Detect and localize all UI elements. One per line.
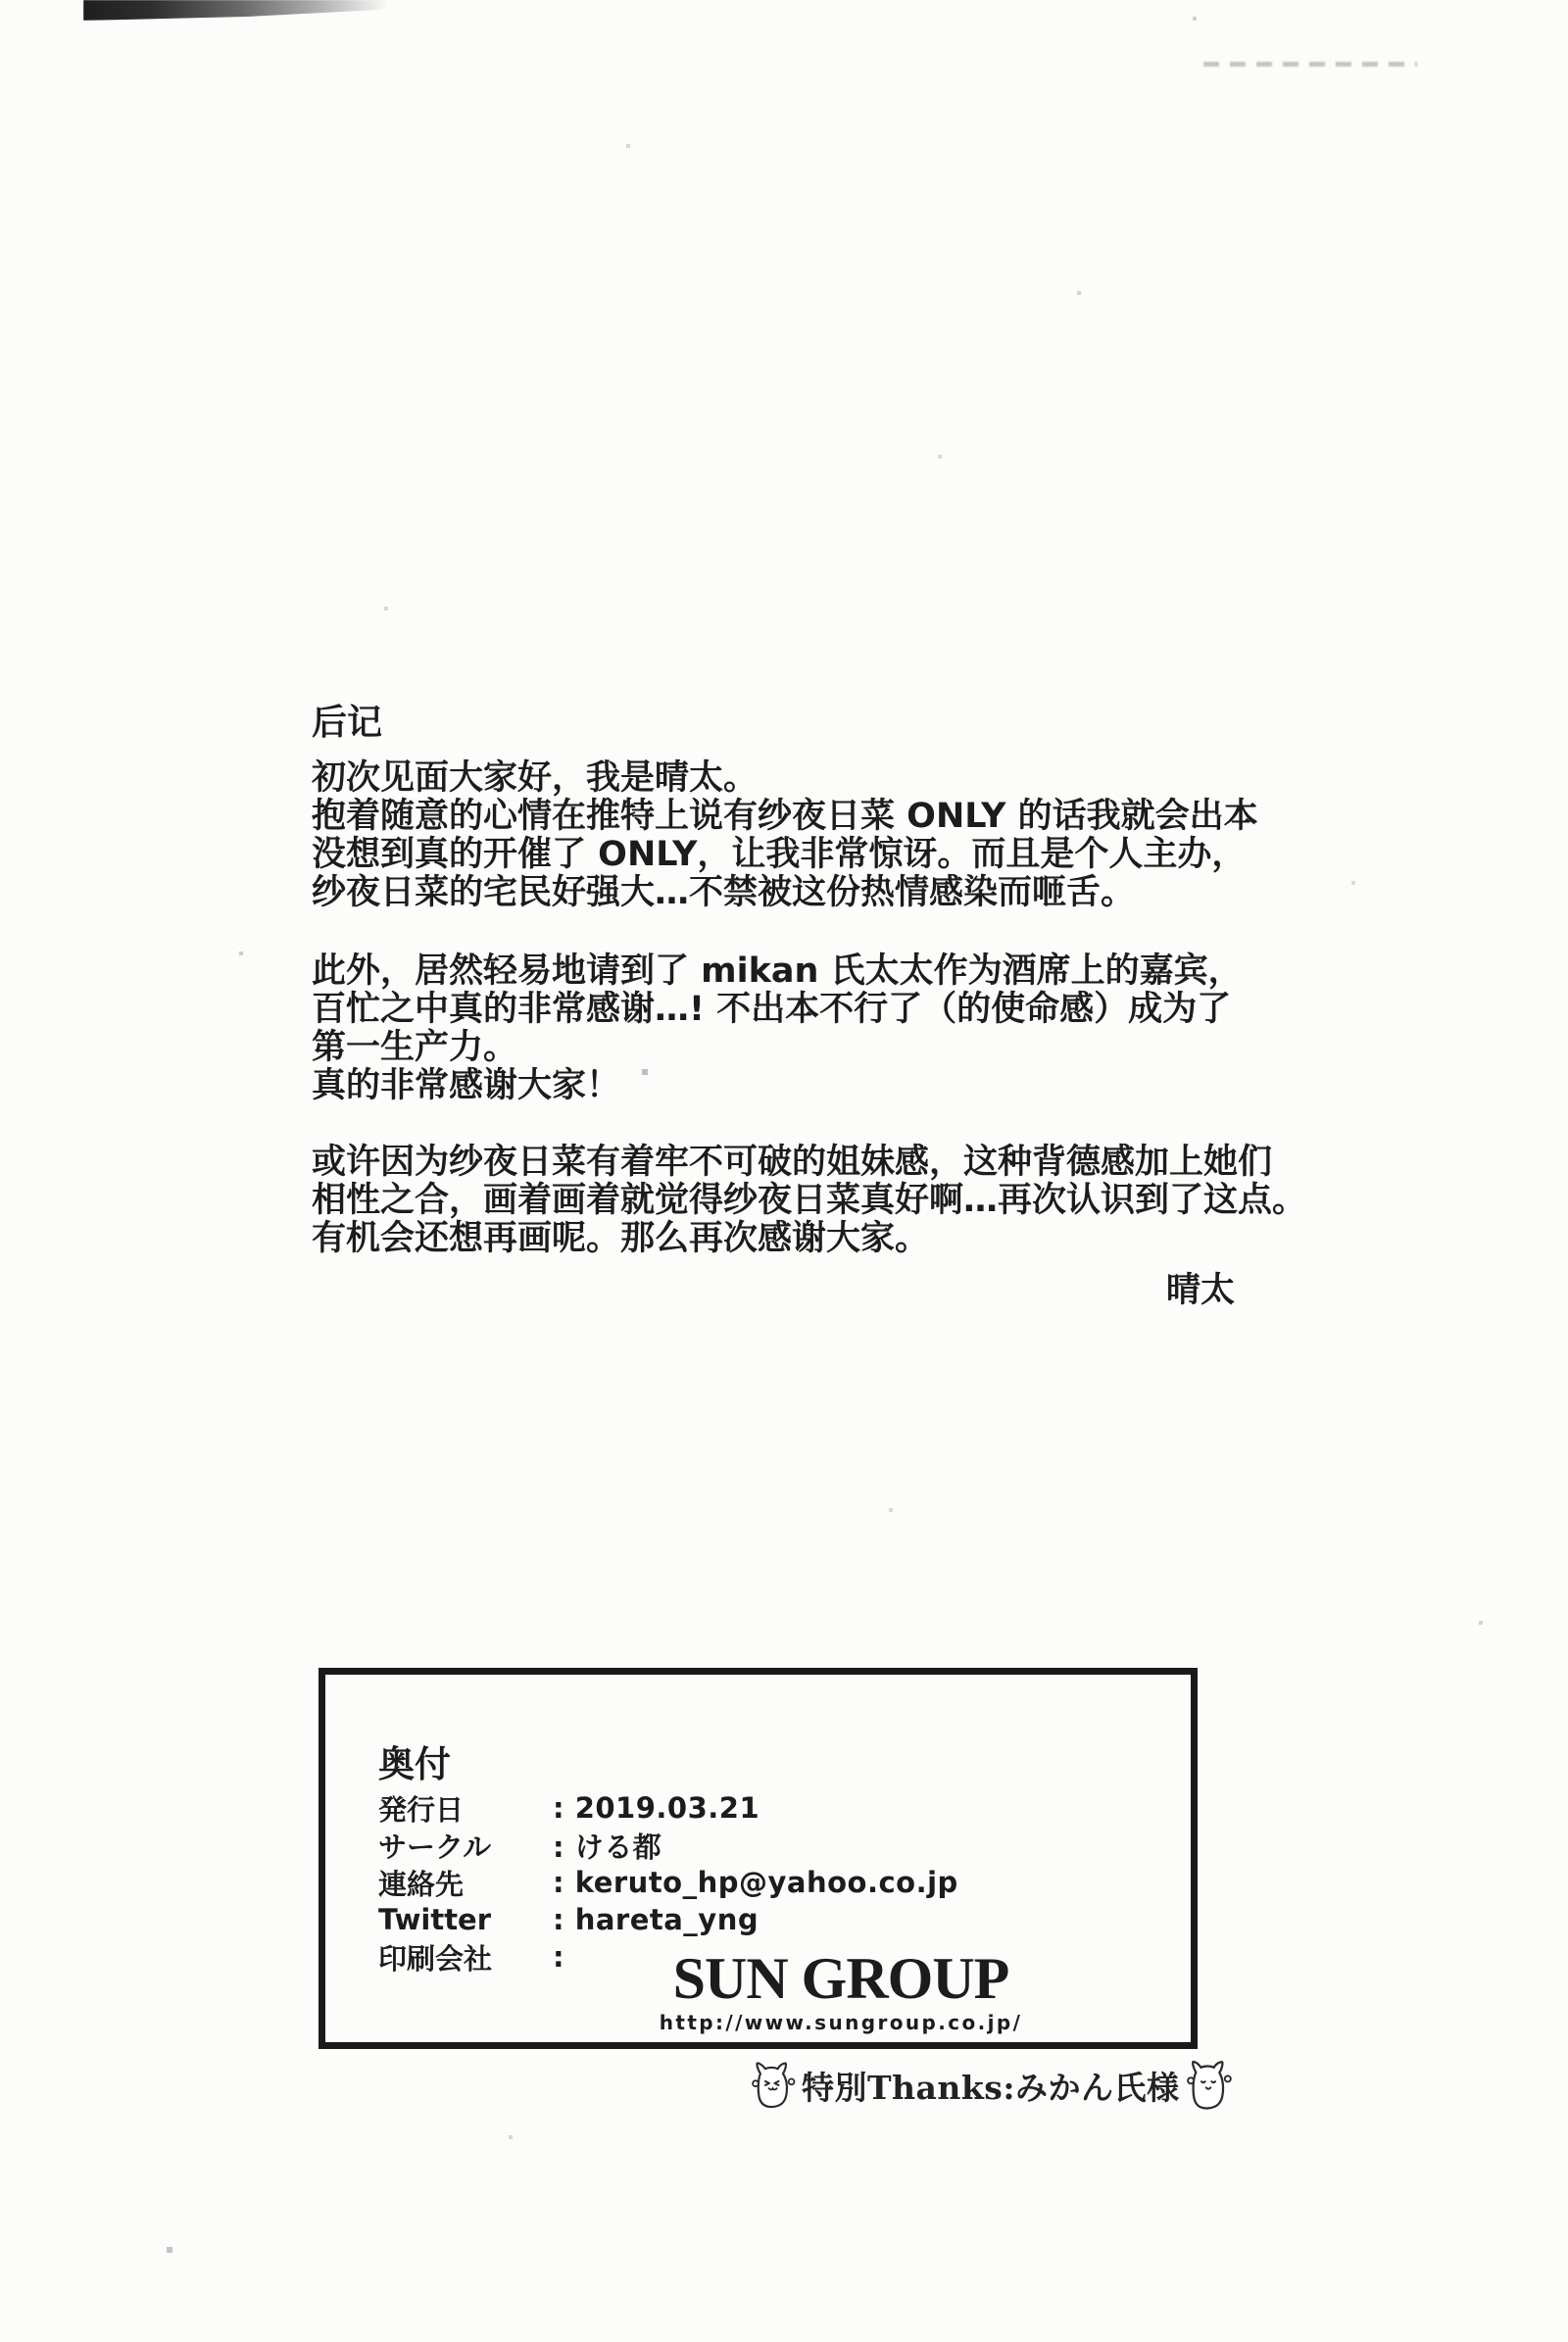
afterword-line: 纱夜日菜的宅民好强大…不禁被这份热情感染而咂舌。 bbox=[312, 873, 1136, 912]
afterword-paragraph-2 bbox=[312, 952, 1243, 1105]
row-value: : ける都 bbox=[553, 1830, 662, 1864]
colophon-box bbox=[318, 1668, 1198, 2049]
row-value: : keruto_hp@yahoo.co.jp bbox=[553, 1866, 958, 1899]
afterword-title: 后记 bbox=[312, 703, 383, 744]
scan-smudge-artifact bbox=[83, 0, 389, 21]
row-value: : 2019.03.21 bbox=[553, 1791, 760, 1825]
left-cat-icon bbox=[751, 2060, 797, 2111]
afterword-line: 真的非常感谢大家！ bbox=[312, 1066, 621, 1105]
row-label: 印刷会社 bbox=[378, 1941, 493, 1976]
afterword-paragraph-3 bbox=[312, 1144, 1306, 1258]
afterword-line: 初次见面大家好，我是晴太。 bbox=[312, 758, 759, 798]
special-thanks-text: 特別Thanks:みかん氏様 bbox=[802, 2068, 1180, 2107]
afterword-paragraph-1 bbox=[312, 759, 1258, 912]
afterword-line: 没想到真的开催了 ONLY，让我非常惊讶。而且是个人主办， bbox=[312, 835, 1247, 874]
row-label: Twitter bbox=[378, 1903, 492, 1936]
scan-streak-artifact bbox=[1203, 62, 1417, 67]
right-cat-icon bbox=[1185, 2058, 1233, 2113]
colophon-row-publish-date bbox=[378, 1789, 958, 1827]
special-thanks-line bbox=[751, 2058, 1233, 2113]
row-value: : bbox=[553, 1940, 565, 1974]
colophon-row-circle bbox=[378, 1827, 958, 1864]
author-signature: 晴太 bbox=[1166, 1271, 1236, 1310]
afterword-line: 抱着随意的心情在推特上说有纱夜日菜 ONLY 的话我就会出本 bbox=[312, 797, 1258, 836]
afterword-line: 此外，居然轻易地请到了 mikan 氏太太作为酒席上的嘉宾， bbox=[312, 951, 1243, 991]
sun-group-logo: SUN GROUP bbox=[672, 1946, 1009, 2011]
row-label: サークル bbox=[378, 1830, 492, 1864]
colophon-title: 奥付 bbox=[378, 1742, 451, 1785]
afterword-line: 有机会还想再画呢。那么再次感谢大家。 bbox=[312, 1219, 930, 1258]
colophon-row-contact bbox=[378, 1864, 958, 1901]
row-value: : hareta_yng bbox=[553, 1903, 760, 1936]
afterword-line: 第一生产力。 bbox=[312, 1028, 518, 1067]
afterword-line: 相性之合，画着画着就觉得纱夜日菜真好啊…再次认识到了这点。 bbox=[312, 1181, 1307, 1220]
row-label: 連絡先 bbox=[378, 1867, 465, 1901]
sun-group-url: http://www.sungroup.co.jp/ bbox=[659, 2011, 1023, 2034]
row-label: 発行日 bbox=[378, 1792, 465, 1827]
printer-logo-block bbox=[659, 1946, 1023, 2034]
colophon-row-twitter bbox=[378, 1901, 958, 1938]
afterword-line: 百忙之中真的非常感谢…! 不出本不行了（的使命感）成为了 bbox=[312, 990, 1232, 1029]
afterword-line: 或许因为纱夜日菜有着牢不可破的姐妹感，这种背德感加上她们 bbox=[312, 1143, 1273, 1182]
scan-noise-specks bbox=[0, 0, 2, 2]
